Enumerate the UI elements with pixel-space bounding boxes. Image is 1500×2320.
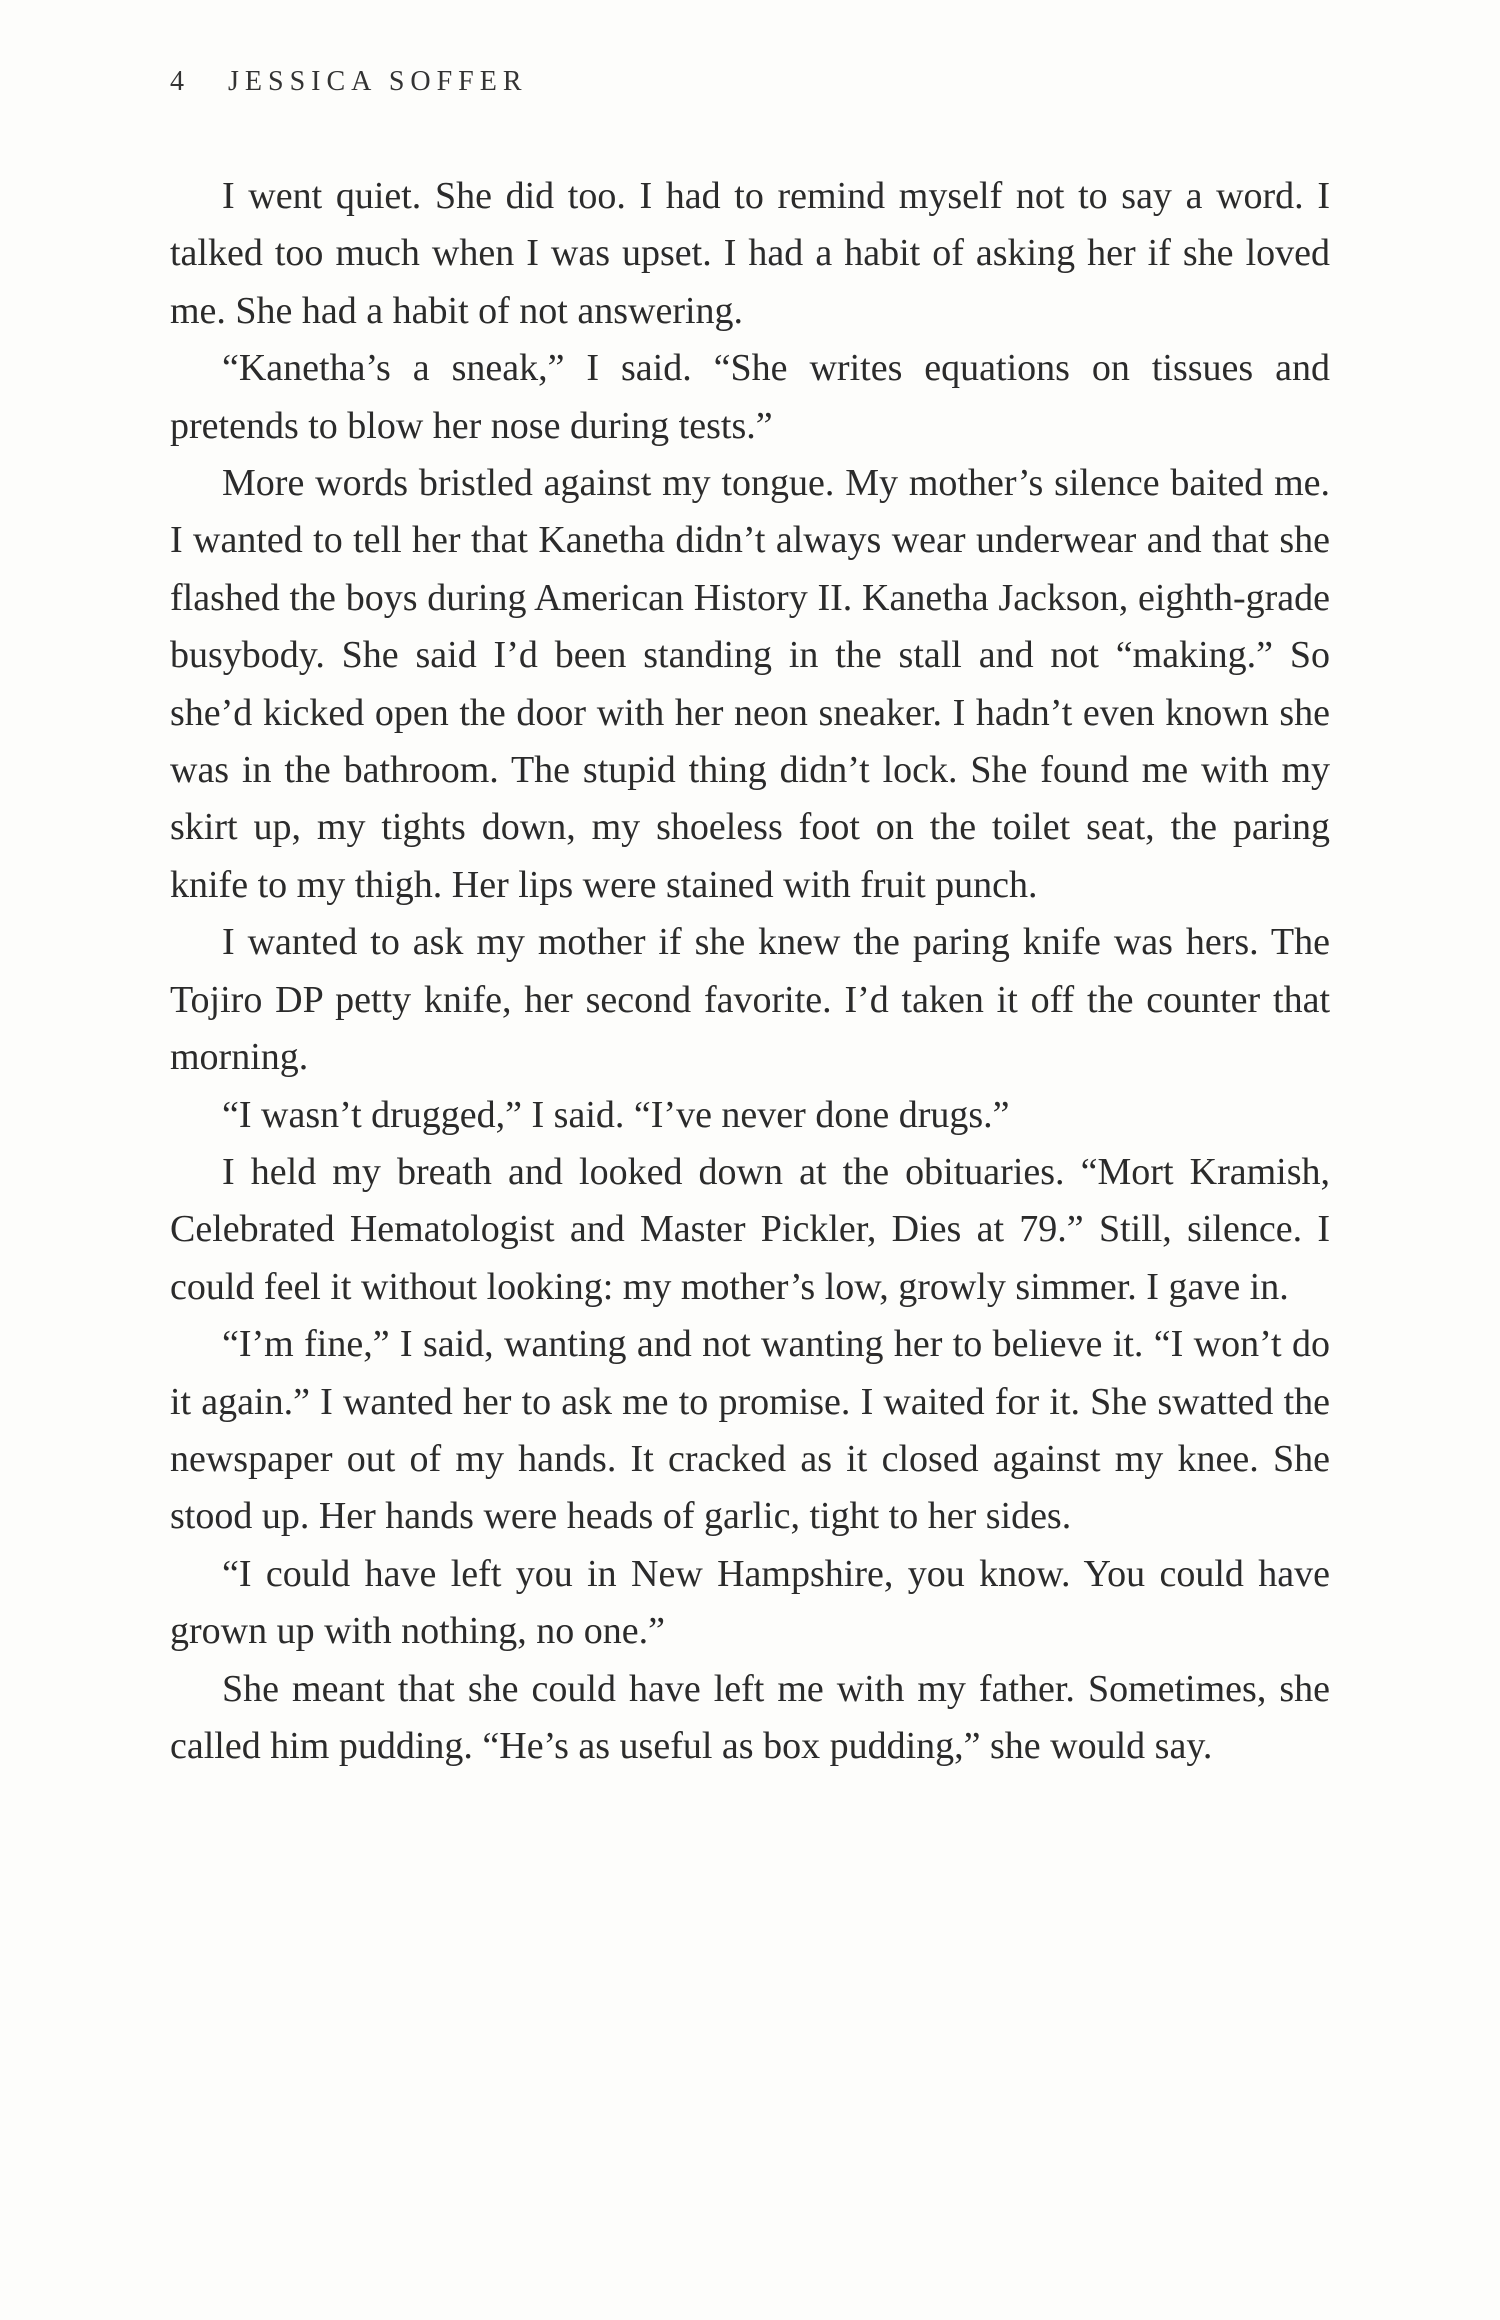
paragraph: She meant that she could have left me with my father. Sometimes, she called him pudding. “He’s as useful as box pudding,” she would say. bbox=[170, 1667, 1330, 1767]
paragraph: “I wasn’t drugged,” I said. “I’ve never done drugs.” bbox=[222, 1093, 1010, 1136]
page-number: 4 bbox=[170, 66, 184, 97]
paragraph: I held my breath and looked down at the obituaries. “Mort Kramish, Celebrated Hematologist and Master Pickler, Dies at 79.” Still, silence. I could feel it without looking: my mother’s low, growly simmer. I gave in. bbox=[170, 1150, 1330, 1308]
paragraph: “I’m fine,” I said, wanting and not wanting her to believe it. “I won’t do it again.” I wanted her to ask me to promise. I waited for it. She swatted the newspaper out of my hands. It cracked as it closed against my knee. She stood up. Her hands were heads of garlic, tight to her sides. bbox=[170, 1323, 1330, 1538]
body-text bbox=[170, 168, 1330, 1775]
paragraph: I wanted to ask my mother if she knew the paring knife was hers. The Tojiro DP petty knife, her second favorite. I’d taken it off the counter that morning. bbox=[170, 921, 1330, 1079]
paragraph: “Kanetha’s a sneak,” I said. “She writes equations on tissues and pretends to blow her nose during tests.” bbox=[170, 347, 1330, 447]
paragraph: More words bristled against my tongue. My mother’s silence baited me. I wanted to tell her that Kanetha didn’t always wear underwear and that she flashed the boys during American History II. Kanetha Jackson, eighth-grade busybody. She said I’d been standing in the stall and not “making.” So she’d kicked open the door with her neon sneaker. I hadn’t even known she was in the bathroom. The stupid thing didn’t lock. She found me with my skirt up, my tights down, my shoeless foot on the toilet seat, the paring knife to my thigh. Her lips were stained with fruit punch. bbox=[170, 462, 1330, 906]
paragraph: I went quiet. She did too. I had to remind myself not to say a word. I talked too much when I was upset. I had a habit of asking her if she loved me. She had a habit of not answering. bbox=[170, 175, 1330, 332]
author-name: JESSICA SOFFER bbox=[228, 66, 528, 97]
paragraph: “I could have left you in New Hampshire, you know. You could have grown up with nothing, no one.” bbox=[170, 1552, 1330, 1653]
running-head bbox=[170, 66, 528, 98]
